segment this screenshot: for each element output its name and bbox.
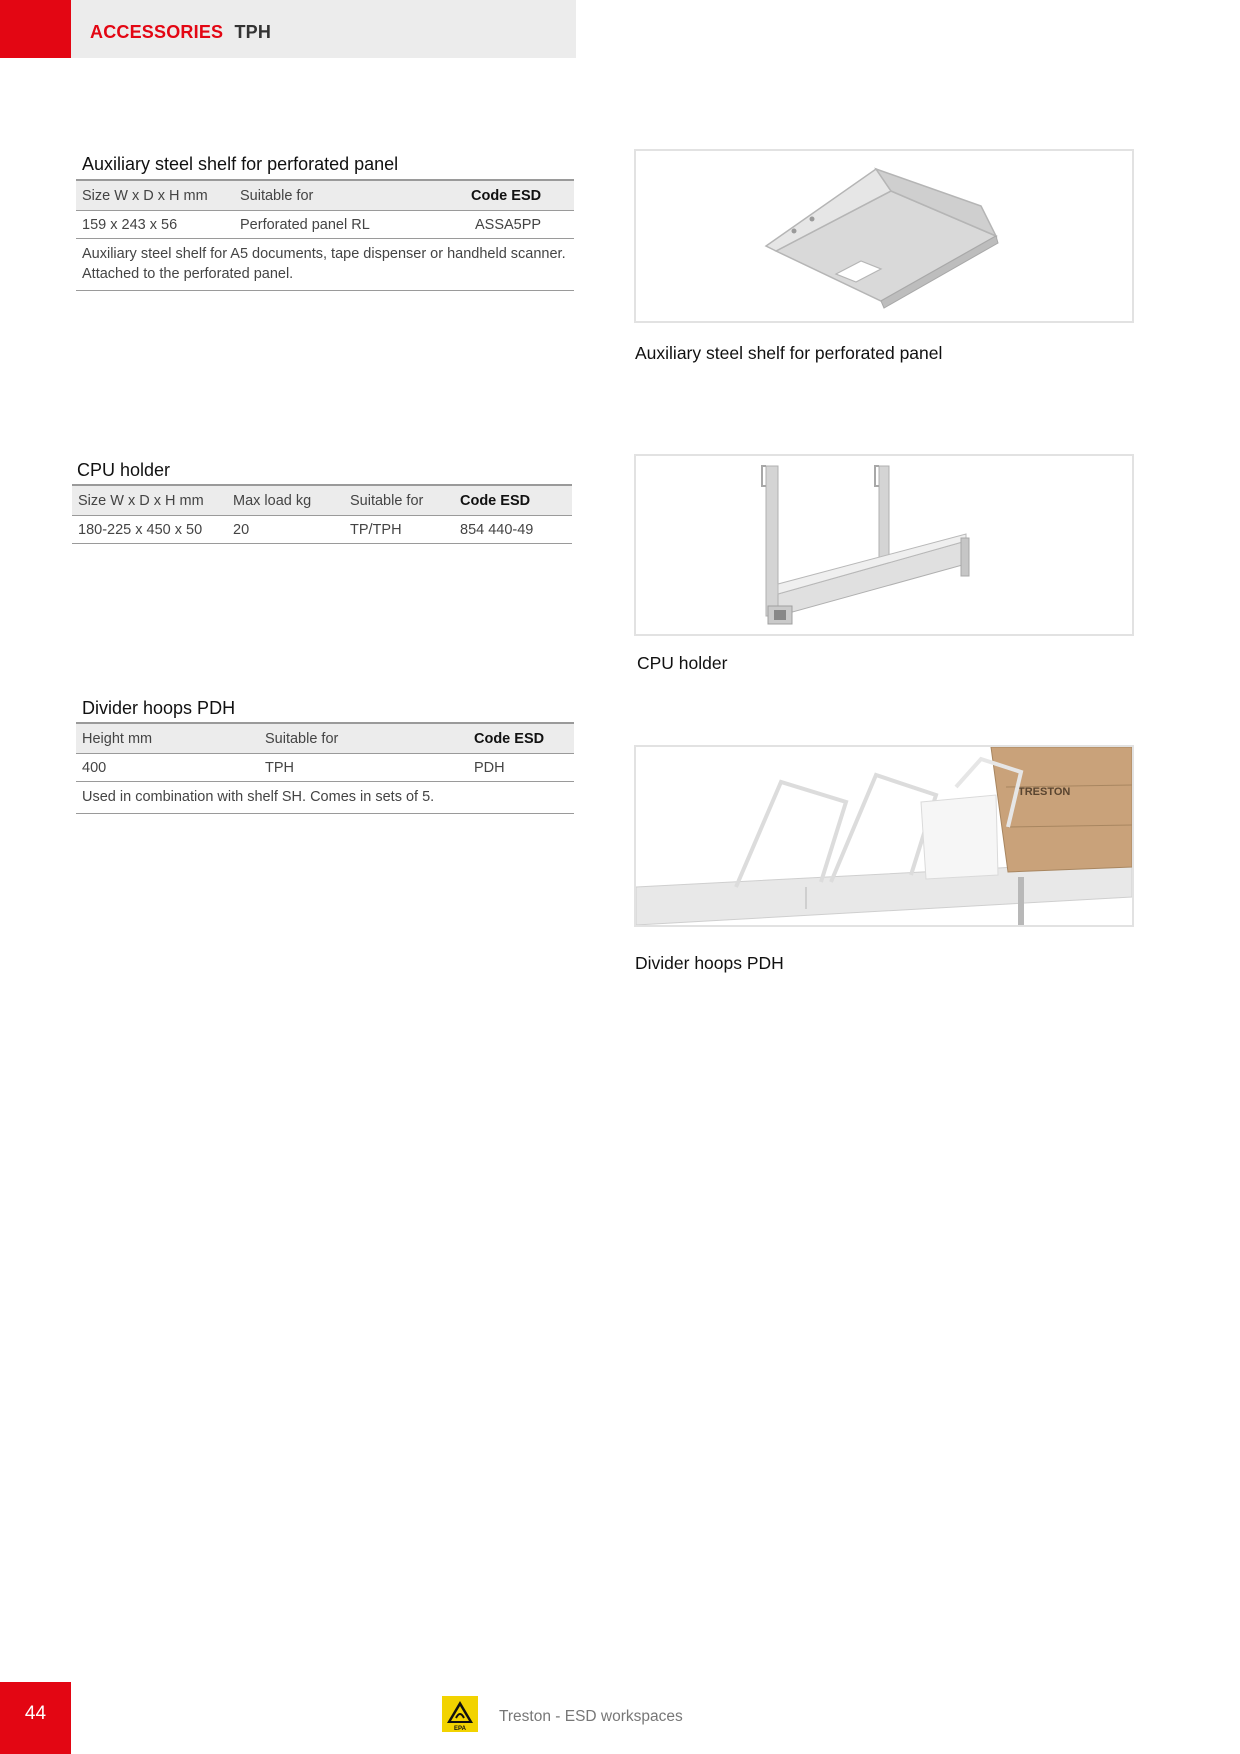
section-title-cpu-holder: CPU holder: [77, 460, 171, 480]
divider-hoops-illustration: [636, 747, 1132, 925]
table-cell: 20: [227, 516, 344, 544]
spec-table-aux-shelf: [76, 179, 574, 291]
product-image-aux-shelf: [634, 149, 1134, 323]
table-header-row: [76, 180, 574, 211]
spec-table-cpu-holder: [72, 484, 572, 544]
table-note-row: [76, 239, 574, 291]
column-header: Suitable for: [259, 723, 468, 754]
table-cell: ASSA5PP: [465, 211, 574, 239]
table-header-row: [76, 723, 574, 754]
column-header: Max load kg: [227, 485, 344, 516]
table-header-row: [72, 485, 572, 516]
column-header: Suitable for: [234, 180, 465, 211]
table-row: [76, 211, 574, 239]
table-note: Used in combination with shelf SH. Comes in sets of 5.: [76, 782, 574, 814]
header-red-block: [0, 0, 71, 58]
image-caption-divider-hoops: Divider hoops PDH: [635, 953, 784, 973]
product-image-cpu-holder: [634, 454, 1134, 636]
table-cell: 159 x 243 x 56: [76, 211, 234, 239]
table-note: Auxiliary steel shelf for A5 documents, tape dispenser or handheld scanner. Attached to the perforated panel.: [76, 239, 574, 291]
column-header: Size W x D x H mm: [76, 180, 234, 211]
footer-text: Treston - ESD workspaces: [499, 1708, 683, 1725]
image-caption-aux-shelf: Auxiliary steel shelf for perforated panel: [635, 343, 943, 363]
column-header: Height mm: [76, 723, 259, 754]
table-cell: 180-225 x 450 x 50: [72, 516, 227, 544]
table-cell: TPH: [259, 754, 468, 782]
table-row: [76, 754, 574, 782]
product-image-divider-hoops: [634, 745, 1134, 927]
image-caption-cpu-holder: CPU holder: [637, 653, 728, 673]
column-header: Code ESD: [454, 485, 572, 516]
table-cell: PDH: [468, 754, 574, 782]
table-cell: 854 440-49: [454, 516, 572, 544]
table-cell: Perforated panel RL: [234, 211, 465, 239]
column-header: Code ESD: [468, 723, 574, 754]
table-cell: TP/TPH: [344, 516, 454, 544]
steel-shelf-illustration: [636, 151, 1132, 321]
column-header: Code ESD: [465, 180, 574, 211]
table-row: [72, 516, 572, 544]
column-header: Suitable for: [344, 485, 454, 516]
esd-warning-icon: [442, 1696, 478, 1732]
header-subcategory: TPH: [234, 22, 272, 42]
table-cell: 400: [76, 754, 259, 782]
column-header: Size W x D x H mm: [72, 485, 227, 516]
page-header: [90, 22, 271, 43]
page-number: 44: [24, 1703, 47, 1724]
header-category: ACCESSORIES: [90, 22, 224, 42]
epa-label: EPA: [454, 1726, 466, 1732]
section-title-aux-shelf: Auxiliary steel shelf for perforated panel: [82, 154, 399, 174]
table-note-row: [76, 782, 574, 814]
cpu-holder-illustration: [636, 456, 1132, 634]
box-brand-label: TRESTON: [1018, 786, 1071, 798]
section-title-divider-hoops: Divider hoops PDH: [82, 698, 236, 718]
spec-table-divider-hoops: [76, 722, 574, 814]
